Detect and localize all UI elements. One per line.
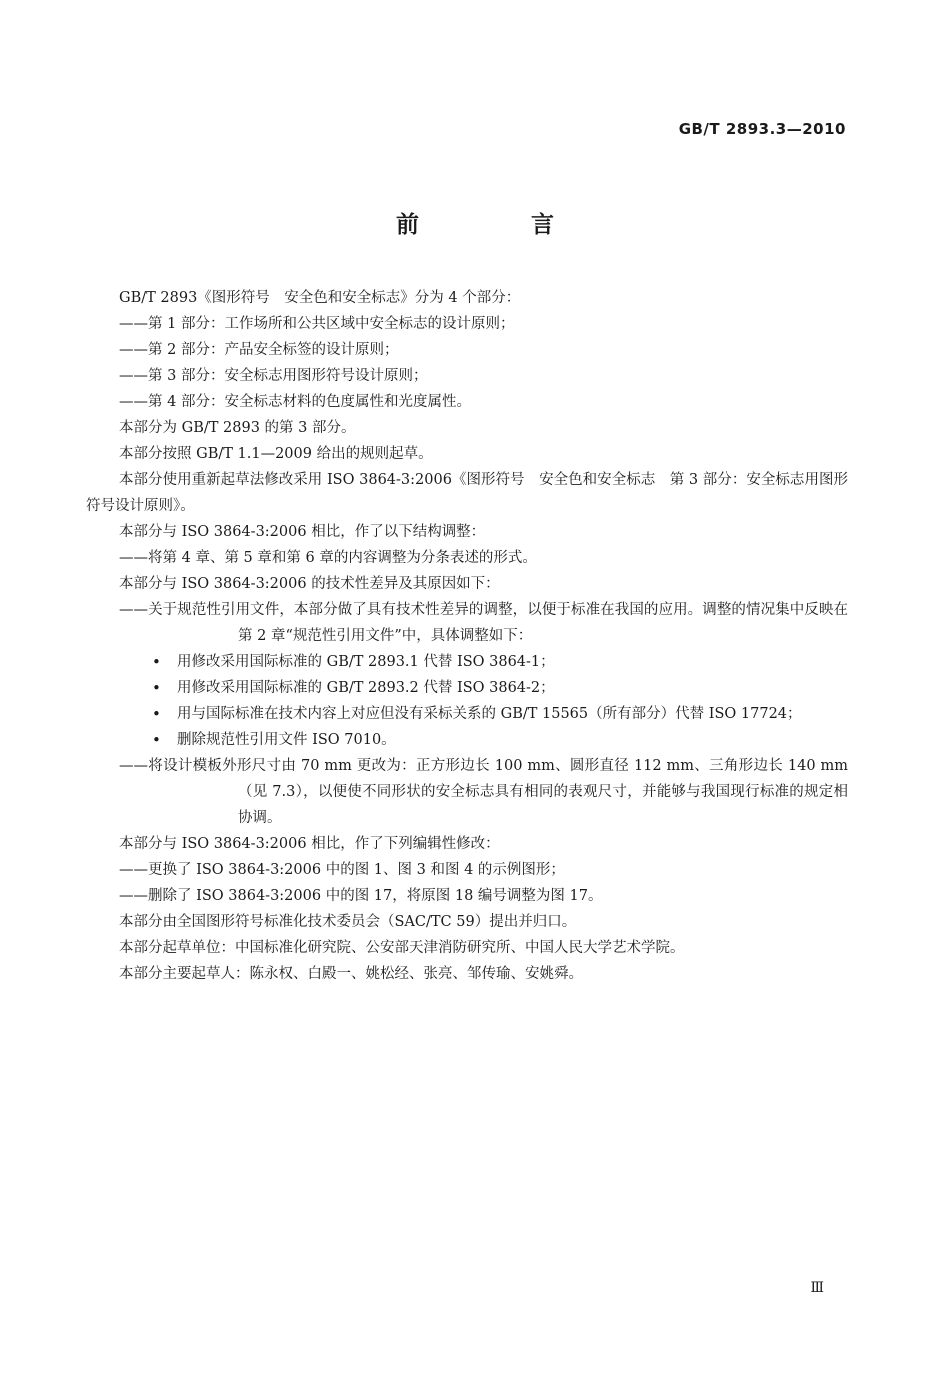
bullet-item: [152, 727, 848, 753]
bullet-icon: •: [152, 705, 161, 723]
body-paragraph: 本部分与 ISO 3864-3:2006 相比，作了下列编辑性修改：: [119, 836, 500, 852]
page-title: 前 言: [395, 212, 606, 238]
structure-change-item: ——将第 4 章、第 5 章和第 6 章的内容调整为分条表述的形式。: [119, 550, 537, 566]
bullet-item: [152, 675, 848, 701]
body-paragraph: 本部分与 ISO 3864-3:2006 的技术性差异及其原因如下：: [119, 576, 500, 592]
bullet-icon: •: [152, 731, 161, 749]
body-paragraph: 本部分使用重新起草法修改采用 ISO 3864-3:2006《图形符号 安全色和安全标志 第 3 部分：安全标志用图形符号设计原则》。: [86, 472, 848, 514]
technical-change-item: ——将设计模板外形尺寸由 70 mm 更改为：正方形边长 100 mm、圆形直径 112 mm、三角形边长 140 mm（见 7.3），以便使不同形状的安全标志具有相同的表观尺寸，并能够与我国现行标准的规定相协调。: [119, 758, 848, 826]
bullet-item: [152, 649, 848, 675]
bullet-text: 用修改采用国际标准的 GB/T 2893.1 代替 ISO 3864-1；: [177, 654, 555, 670]
bullet-text: 用修改采用国际标准的 GB/T 2893.2 代替 ISO 3864-2；: [177, 680, 555, 696]
part-list-item: ——第 3 部分：安全标志用图形符号设计原则；: [119, 368, 428, 384]
bullet-text: 用与国际标准在技术内容上对应但没有采标关系的 GB/T 15565（所有部分）代替 ISO 17724；: [177, 706, 802, 722]
body-paragraph: 本部分起草单位：中国标准化研究院、公安部天津消防研究所、中国人民大学艺术学院。: [119, 940, 685, 956]
bullet-item: [152, 701, 848, 727]
body-paragraph: 本部分按照 GB/T 1.1—2009 给出的规则起草。: [119, 446, 433, 462]
bullet-icon: •: [152, 679, 161, 697]
body-paragraph: 本部分与 ISO 3864-3:2006 相比，作了以下结构调整：: [119, 524, 486, 540]
editorial-change-item: ——更换了 ISO 3864-3:2006 中的图 1、图 3 和图 4 的示例图形；: [119, 862, 565, 878]
body-paragraph: 本部分为 GB/T 2893 的第 3 部分。: [119, 420, 356, 436]
technical-change-item: ——关于规范性引用文件，本部分做了具有技术性差异的调整，以便于标准在我国的应用。调整的情况集中反映在第 2 章“规范性引用文件”中，具体调整如下：: [119, 602, 848, 644]
part-list-item: ——第 1 部分：工作场所和公共区域中安全标志的设计原则；: [119, 316, 515, 332]
editorial-change-item: ——删除了 ISO 3864-3:2006 中的图 17，将原图 18 编号调整为图 17。: [119, 888, 603, 904]
page-number: Ⅲ: [810, 1280, 824, 1296]
intro-paragraph: GB/T 2893《图形符号 安全色和安全标志》分为 4 个部分：: [119, 290, 521, 306]
standard-code: GB/T 2893.3—2010: [678, 120, 846, 138]
bullet-icon: •: [152, 653, 161, 671]
part-list-item: ——第 2 部分：产品安全标签的设计原则；: [119, 342, 399, 358]
body-paragraph: 本部分由全国图形符号标准化技术委员会（SAC/TC 59）提出并归口。: [119, 914, 577, 930]
bullet-text: 删除规范性引用文件 ISO 7010。: [177, 732, 396, 748]
bullet-list: [86, 649, 848, 753]
body-paragraph: 本部分主要起草人：陈永权、白殿一、姚松经、张亮、邹传瑜、安姚舜。: [119, 966, 583, 982]
part-list-item: ——第 4 部分：安全标志材料的色度属性和光度属性。: [119, 394, 471, 410]
document-body: [86, 285, 848, 987]
